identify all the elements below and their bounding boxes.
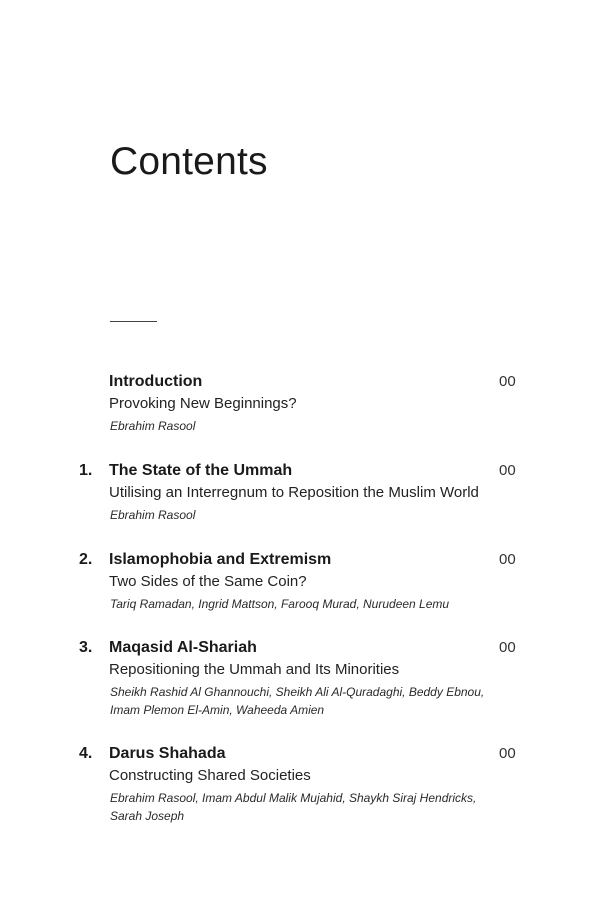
entry-number: 4. <box>79 745 93 762</box>
entry-subtitle: Provoking New Beginnings? <box>109 395 297 412</box>
entry-authors: Ebrahim Rasool <box>110 508 196 522</box>
entry-authors: Ebrahim Rasool <box>110 419 196 433</box>
entry-subtitle: Constructing Shared Societies <box>109 767 311 784</box>
title-divider <box>110 321 157 322</box>
entry-authors: Sheikh Rashid Al Ghannouchi, Sheikh Ali Al-Quradaghi, Beddy Ebnou, Imam Plemon El-Amin, Waheeda Amien <box>110 685 485 717</box>
entry-page-number: 00 <box>499 745 516 762</box>
entry-subtitle: Repositioning the Ummah and Its Minorities <box>109 661 400 678</box>
entry-authors: Ebrahim Rasool, Imam Abdul Malik Mujahid, Shaykh Siraj Hendricks, Sarah Joseph <box>110 791 477 823</box>
entry-authors: Tariq Ramadan, Ingrid Mattson, Farooq Murad, Nurudeen Lemu <box>110 597 450 611</box>
entry-subtitle: Utilising an Interregnum to Reposition the Muslim World <box>109 484 479 501</box>
entry-subtitle: Two Sides of the Same Coin? <box>109 573 307 590</box>
entry-title[interactable]: The State of the Ummah <box>109 462 293 479</box>
entry-page-number: 00 <box>499 373 516 390</box>
entry-title[interactable]: Darus Shahada <box>109 745 226 762</box>
entry-page-number: 00 <box>499 551 516 568</box>
entry-number: 1. <box>79 462 93 479</box>
entry-number: 3. <box>79 639 93 656</box>
entry-title[interactable]: Maqasid Al-Shariah <box>109 639 257 656</box>
entry-title[interactable]: Islamophobia and Extremism <box>109 551 332 568</box>
entry-page-number: 00 <box>499 462 516 479</box>
entry-title[interactable]: Introduction <box>109 373 203 390</box>
entry-page-number: 00 <box>499 639 516 656</box>
entry-number: 2. <box>79 551 93 568</box>
page-title: Contents <box>110 140 268 183</box>
